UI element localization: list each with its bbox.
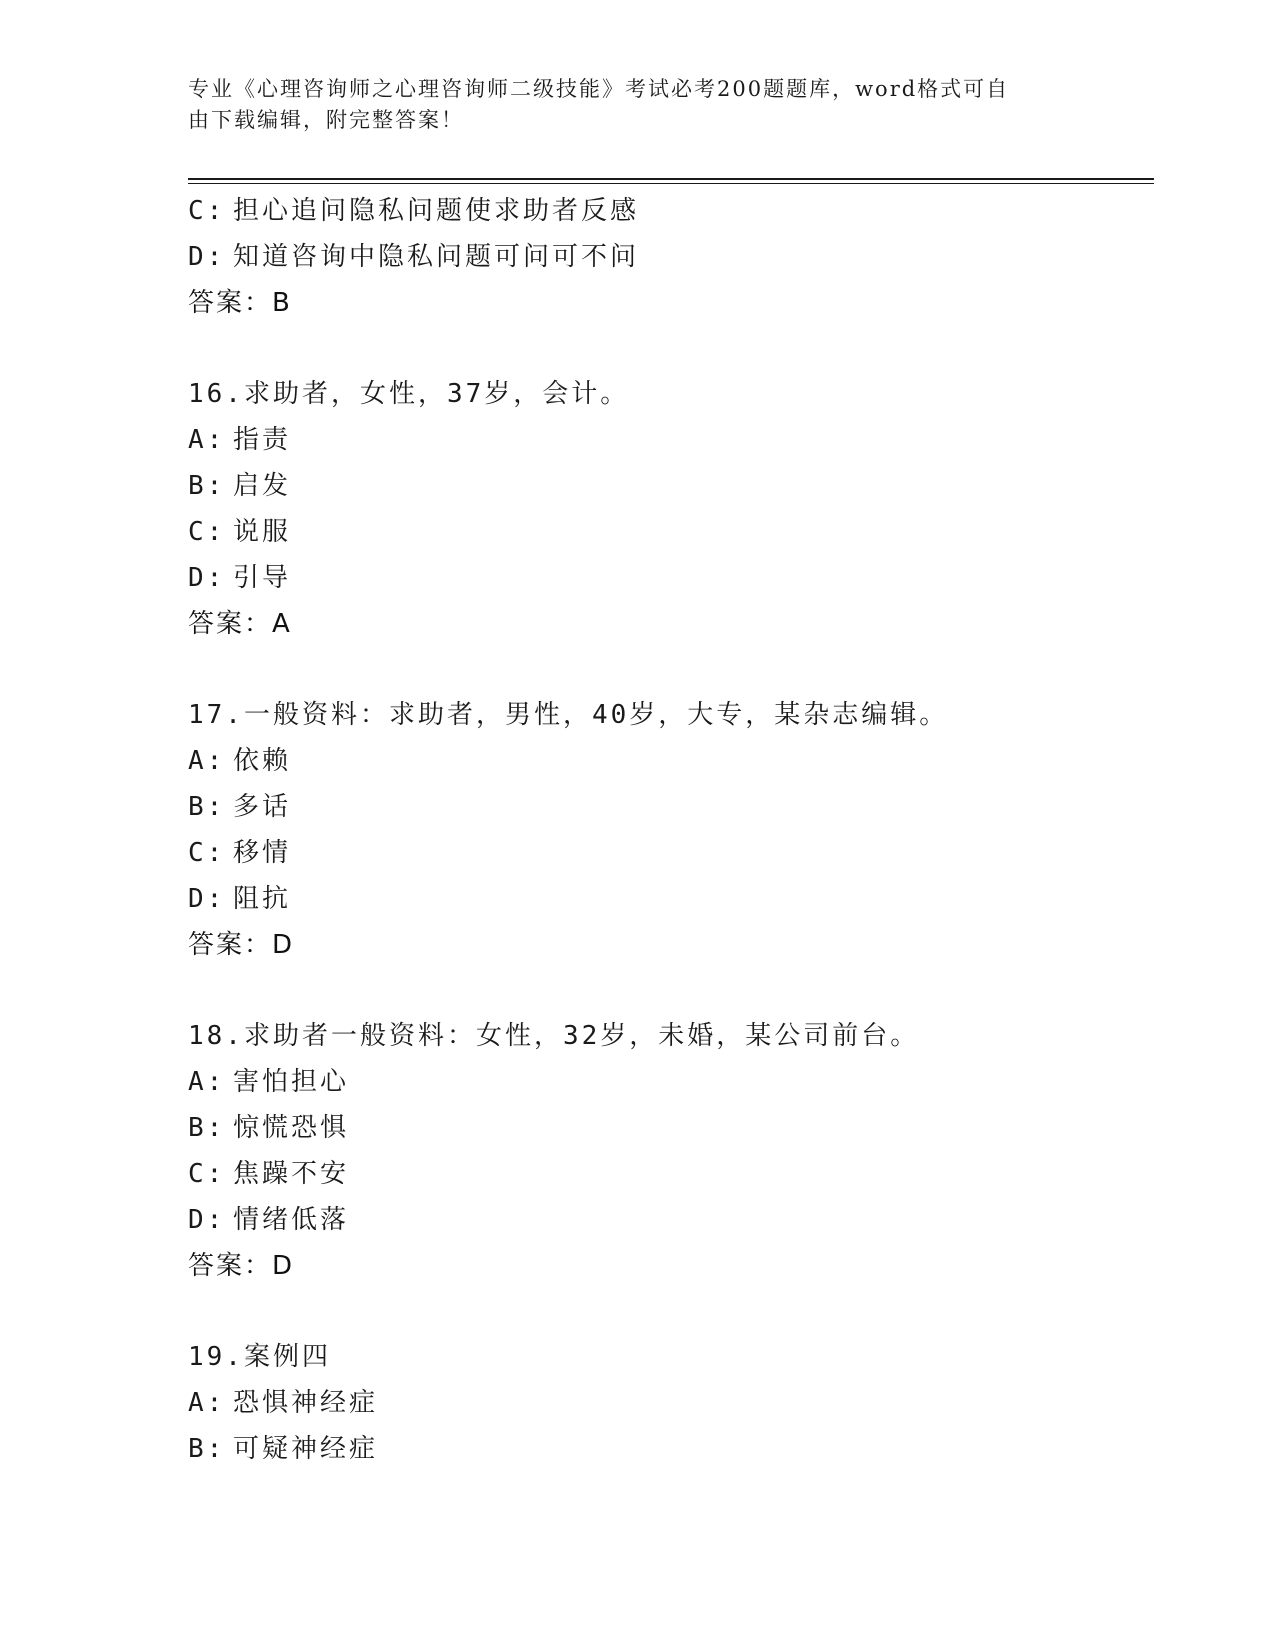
question-block <box>188 371 1154 647</box>
option-d: D: 阻抗 <box>188 884 292 914</box>
question-stem: 17.一般资料：求助者，男性，40岁，大专，某杂志编辑。 <box>188 700 949 730</box>
document-header <box>188 74 1068 136</box>
question-block <box>188 1334 1154 1472</box>
spacer <box>188 968 1154 1013</box>
question-block <box>188 1013 1154 1289</box>
option-c: C: 担心追问隐私问题使求助者反感 <box>188 196 640 226</box>
question-stem: 19.案例四 <box>188 1342 331 1372</box>
question-list <box>188 188 1154 1472</box>
answer-line: 答案：B <box>188 288 292 318</box>
answer-line: 答案：A <box>188 609 292 639</box>
header-line-2: 由下载编辑，附完整答案！ <box>188 108 464 132</box>
question-block <box>188 692 1154 968</box>
option-b: B: 惊慌恐惧 <box>188 1113 350 1143</box>
option-b: B: 多话 <box>188 792 292 822</box>
header-line-1: 专业《心理咨询师之心理咨询师二级技能》考试必考200题题库，word格式可自 <box>188 77 1010 101</box>
question-stem: 18.求助者一般资料：女性，32岁，未婚，某公司前台。 <box>188 1021 920 1051</box>
option-c: C: 说服 <box>188 517 292 547</box>
option-a: A: 指责 <box>188 425 292 455</box>
option-d: D: 知道咨询中隐私问题可问可不问 <box>188 242 640 272</box>
spacer <box>188 647 1154 692</box>
option-a: A: 恐惧神经症 <box>188 1388 379 1418</box>
header-rule-thick <box>188 178 1154 180</box>
option-a: A: 害怕担心 <box>188 1067 350 1097</box>
option-a: A: 依赖 <box>188 746 292 776</box>
answer-line: 答案：D <box>188 1251 295 1281</box>
question-block <box>188 188 1154 326</box>
question-stem: 16.求助者，女性，37岁，会计。 <box>188 379 630 409</box>
header-rule-thin <box>188 183 1154 184</box>
option-c: C: 移情 <box>188 838 292 868</box>
spacer <box>188 326 1154 371</box>
option-c: C: 焦躁不安 <box>188 1159 350 1189</box>
option-b: B: 可疑神经症 <box>188 1434 379 1464</box>
option-d: D: 情绪低落 <box>188 1205 350 1235</box>
option-d: D: 引导 <box>188 563 292 593</box>
option-b: B: 启发 <box>188 471 292 501</box>
spacer <box>188 1289 1154 1334</box>
answer-line: 答案：D <box>188 930 295 960</box>
